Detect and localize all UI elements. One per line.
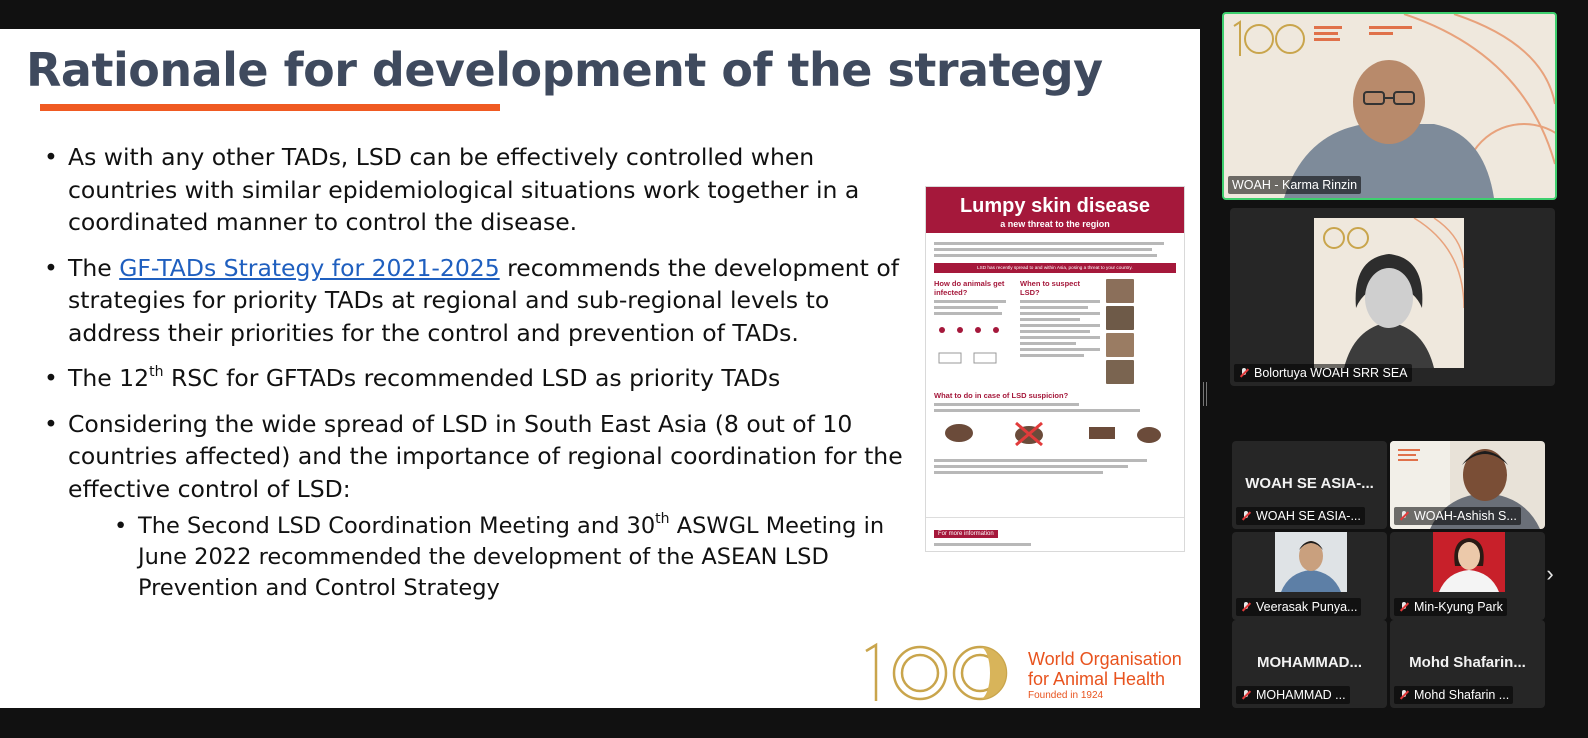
- poster-title: Lumpy skin disease: [959, 195, 1151, 217]
- participant-portrait: [1314, 218, 1464, 368]
- logo-line-2: for Animal Health: [1028, 669, 1166, 689]
- bullet-text: RSC for GFTADs recommended LSD as priority TADs: [163, 364, 781, 392]
- participant-tile[interactable]: [1390, 620, 1545, 708]
- participant-name-tag: [1236, 507, 1365, 525]
- participant-name-tag: [1394, 507, 1521, 525]
- participant-name: Bolortuya WOAH SRR SEA: [1254, 366, 1408, 380]
- insect-icons: [934, 318, 1014, 378]
- poster-heading-when: When to suspect LSD?: [1020, 279, 1081, 297]
- bullet-item: [44, 362, 914, 395]
- poster-footer: [926, 517, 1184, 551]
- prevention-icons: [934, 415, 1174, 451]
- poster-header: [926, 187, 1184, 233]
- bullet-text: The: [68, 253, 120, 282]
- bullet-text: The 12: [68, 364, 150, 392]
- bullet-text: Considering the wide spread of LSD in South East Asia (8 out of 10 countries affected) and the importance of regional coordination for the effective control of LSD:: [68, 409, 903, 503]
- participant-tile[interactable]: [1390, 441, 1545, 529]
- poster-band-text: LSD has recently spread to and within Asia, posing a threat to your country.: [977, 265, 1133, 271]
- panel-resize-handle[interactable]: [1203, 382, 1207, 406]
- sub-bullet-text: ASWGL Meeting in June 2022 recommended the development of the ASEAN LSD Prevention and Control Strategy: [138, 513, 885, 601]
- participant-name-tag: [1234, 364, 1412, 382]
- muted-mic-icon: [1240, 601, 1252, 613]
- muted-mic-icon: [1398, 689, 1410, 701]
- participant-photo: [1275, 532, 1347, 592]
- participant-display-name: WOAH SE ASIA-...: [1245, 475, 1374, 492]
- participant-display-name: Mohd Shafarin...: [1409, 654, 1526, 671]
- speaker-video: [1224, 14, 1555, 198]
- muted-mic-icon: [1240, 510, 1252, 522]
- logo-founded: Founded in 1924: [1028, 690, 1104, 701]
- participant-photo: [1433, 532, 1505, 592]
- poster-heading-how: How do animals get infected?: [934, 279, 1005, 297]
- bullet-text: As with any other TADs, LSD can be effectively controlled when countries with similar epidemiological situations work together in a coordinated manner to control the disease.: [68, 143, 860, 236]
- poster-subtitle: a new threat to the region: [1000, 219, 1110, 229]
- logo-line-1: World Organisation: [1028, 649, 1182, 669]
- sub-bullet-item: [114, 511, 914, 604]
- bullet-text: recommends the development of strategies for priority TADs at regional and sub-regional levels to address their priorities for the control and prevention of TADs.: [68, 253, 900, 347]
- lsd-poster-image: [925, 186, 1185, 552]
- bullet-item: [44, 408, 914, 605]
- bullet-list: [44, 141, 914, 617]
- participant-tile[interactable]: [1232, 620, 1387, 708]
- participant-name-tag: [1236, 598, 1361, 616]
- participant-tile-speaker[interactable]: [1222, 12, 1557, 200]
- muted-mic-icon: [1398, 510, 1410, 522]
- next-page-chevron-icon[interactable]: ›: [1546, 561, 1554, 586]
- slide-title: Rationale for development of the strategy: [26, 43, 1103, 97]
- participant-name: WOAH - Karma Rinzin: [1232, 178, 1358, 192]
- lesion-photo: [1106, 279, 1134, 303]
- woah-logo: [858, 641, 1198, 705]
- shared-slide: [0, 29, 1200, 708]
- woah-100-emblem: [858, 641, 1016, 705]
- poster-heading-what: What to do in case of LSD suspicion?: [934, 391, 1069, 400]
- bullet-item: [44, 141, 914, 239]
- muted-mic-icon: [1238, 367, 1250, 379]
- participant-tile[interactable]: [1232, 532, 1387, 620]
- participant-name-tag: [1394, 598, 1507, 616]
- participant-name: Min-Kyung Park: [1414, 600, 1503, 614]
- muted-mic-icon: [1398, 601, 1410, 613]
- poster-body: [926, 233, 1184, 483]
- participant-name: WOAH-Ashish S...: [1414, 509, 1517, 523]
- participant-name: WOAH SE ASIA-...: [1256, 509, 1361, 523]
- lesion-photo: [1106, 333, 1134, 357]
- lesion-photo: [1106, 360, 1134, 384]
- participant-tile[interactable]: [1390, 532, 1545, 620]
- lesion-photo: [1106, 306, 1134, 330]
- woah-logo-text: [1028, 649, 1182, 703]
- poster-band: [934, 263, 1176, 273]
- bullet-item: [44, 252, 914, 350]
- participant-name: Mohd Shafarin ...: [1414, 688, 1510, 702]
- participant-display-name: MOHAMMAD...: [1257, 654, 1362, 671]
- participant-name: MOHAMMAD ...: [1256, 688, 1346, 702]
- gf-tads-strategy-link[interactable]: GF-TADs Strategy for 2021-2025: [119, 253, 500, 282]
- participant-tile[interactable]: [1230, 208, 1555, 386]
- superscript: th: [655, 511, 670, 527]
- muted-mic-icon: [1240, 689, 1252, 701]
- title-underline: [40, 104, 500, 111]
- participant-name-tag: [1228, 176, 1361, 194]
- superscript: th: [149, 364, 164, 380]
- sub-bullet-text: The Second LSD Coordination Meeting and 30: [138, 513, 656, 539]
- participant-tile[interactable]: [1232, 441, 1387, 529]
- participant-name-tag: [1236, 686, 1350, 704]
- participant-name: Veerasak Punya...: [1256, 600, 1358, 614]
- poster-foot-label: For more information: [934, 530, 998, 538]
- participant-photo: [1314, 218, 1464, 368]
- participant-name-tag: [1394, 686, 1513, 704]
